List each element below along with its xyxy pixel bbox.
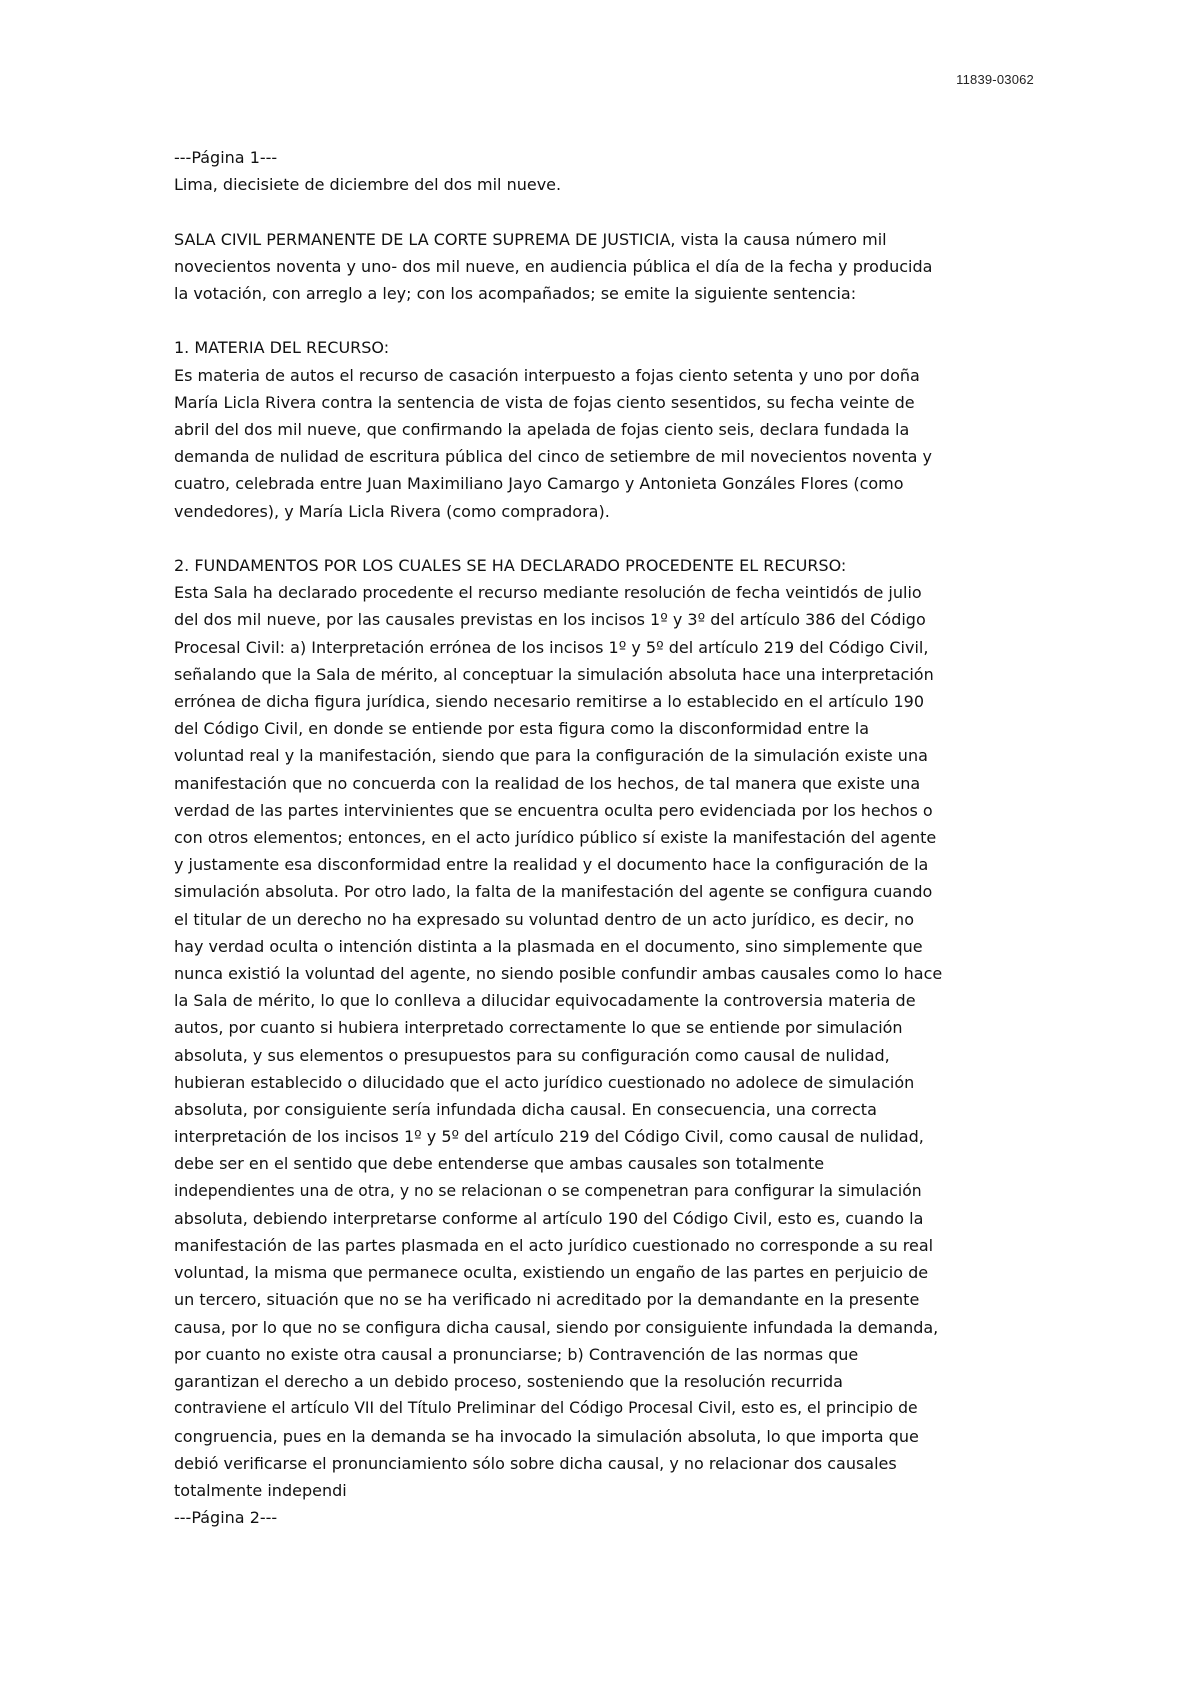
section-line: con otros elementos; entonces, en el acto jurídico público sí existe la manifestación del agente	[174, 828, 937, 848]
section-line: el titular de un derecho no ha expresado su voluntad dentro de un acto jurídico, es decir, no	[174, 909, 914, 929]
paragraph-spacer	[174, 525, 1044, 552]
section-line: manifestación que no concuerda con la realidad de los hechos, de tal manera que existe una	[174, 773, 921, 793]
section-line: Procesal Civil: a) Interpretación errónea de los incisos 1º y 5º del artículo 219 del Código Civil,	[174, 637, 929, 657]
section-line: totalmente independi	[174, 1480, 347, 1500]
section-line: demanda de nulidad de escritura pública del cinco de setiembre de mil novecientos noventa y	[174, 447, 932, 467]
section-line: del Código Civil, en donde se entiende por esta figura como la disconformidad entre la	[174, 719, 870, 739]
section-line: simulación absoluta. Por otro lado, la falta de la manifestación del agente se configura cuando	[174, 882, 933, 902]
section-heading: 2. FUNDAMENTOS POR LOS CUALES SE HA DECLARADO PROCEDENTE EL RECURSO:	[174, 556, 847, 575]
section-line: debió verificarse el pronunciamiento sólo sobre dicha causal, y no relacionar dos causales	[174, 1453, 897, 1473]
section-fundamentos	[174, 552, 1044, 1504]
section-line: absoluta, debiendo interpretarse conforme al artículo 190 del Código Civil, esto es, cuando la	[174, 1208, 924, 1228]
section-line: autos, por cuanto si hubiera interpretado correctamente lo que se entiende por simulación	[174, 1018, 903, 1038]
paragraph-spacer	[174, 198, 1044, 225]
section-line: por cuanto no existe otra causal a pronunciarse; b) Contravención de las normas que	[174, 1344, 859, 1364]
section-line: verdad de las partes intervinientes que se encuentra oculta pero evidenciada por los hechos o	[174, 800, 933, 820]
section-line: señalando que la Sala de mérito, al conceptuar la simulación absoluta hace una interpretación	[174, 664, 934, 684]
section-line: garantizan el derecho a un debido proceso, sosteniendo que la resolución recurrida	[174, 1372, 843, 1392]
date-line: Lima, diecisiete de diciembre del dos mil nueve.	[174, 175, 562, 195]
section-materia-del-recurso	[174, 334, 1044, 524]
section-line: nunca existió la voluntad del agente, no siendo posible confundir ambas causales como lo hace	[174, 964, 943, 984]
section-line: voluntad real y la manifestación, siendo que para la configuración de la simulación existe una	[174, 746, 928, 766]
section-line: un tercero, situación que no se ha verificado ni acreditado por la demandante en la presente	[174, 1290, 920, 1310]
section-line: congruencia, pues en la demanda se ha invocado la simulación absoluta, lo que importa que	[174, 1426, 919, 1446]
section-line: hay verdad oculta o intención distinta a la plasmada en el documento, sino simplemente que	[174, 936, 923, 956]
section-line: voluntad, la misma que permanece oculta, existiendo un engaño de las partes en perjuicio de	[174, 1263, 929, 1283]
section-line: vendedores), y María Licla Rivera (como compradora).	[174, 501, 610, 521]
section-line: debe ser en el sentido que debe entenderse que ambas causales son totalmente	[174, 1154, 825, 1174]
intro-line: la votación, con arreglo a ley; con los acompañados; se emite la siguiente sentencia:	[174, 284, 857, 303]
section-line: causa, por lo que no se configura dicha causal, siendo por consiguiente infundada la demanda,	[174, 1317, 939, 1337]
document-body	[174, 144, 1044, 1531]
section-line: Es materia de autos el recurso de casación interpuesto a fojas ciento setenta y uno por doña	[174, 365, 920, 385]
section-line: contraviene el artículo VII del Título Preliminar del Código Procesal Civil, esto es, el principio de	[174, 1399, 918, 1418]
section-line: del dos mil nueve, por las causales previstas en los incisos 1º y 3º del artículo 386 del Código	[174, 610, 926, 630]
intro-line: novecientos noventa y uno- dos mil nueve, en audiencia pública el día de la fecha y producida	[174, 256, 933, 276]
paragraph-spacer	[174, 307, 1044, 334]
page-marker-end: ---Página 2---	[174, 1508, 278, 1528]
section-line: manifestación de las partes plasmada en el acto jurídico cuestionado no corresponde a su real	[174, 1236, 934, 1256]
section-line: la Sala de mérito, lo que lo conlleva a dilucidar equivocadamente la controversia materia de	[174, 991, 916, 1011]
section-line: cuatro, celebrada entre Juan Maximiliano Jayo Camargo y Antonieta Gonzáles Flores (como	[174, 474, 904, 494]
section-line: errónea de dicha figura jurídica, siendo necesario remitirse a lo establecido en el artículo 190	[174, 692, 925, 712]
section-line: hubieran establecido o dilucidado que el acto jurídico cuestionado no adolece de simulación	[174, 1072, 915, 1092]
section-line: absoluta, por consiguiente sería infundada dicha causal. En consecuencia, una correcta	[174, 1100, 877, 1120]
section-line: interpretación de los incisos 1º y 5º del artículo 219 del Código Civil, como causal de nulidad,	[174, 1127, 924, 1147]
section-line: María Licla Rivera contra la sentencia de vista de fojas ciento sesentidos, su fecha veinte de	[174, 392, 915, 412]
section-heading: 1. MATERIA DEL RECURSO:	[174, 338, 390, 358]
intro-line: SALA CIVIL PERMANENTE DE LA CORTE SUPREMA DE JUSTICIA, vista la causa número mil	[174, 229, 887, 249]
section-line: y justamente esa disconformidad entre la realidad y el documento hace la configuración de la	[174, 855, 929, 875]
section-line: absoluta, y sus elementos o presupuestos para su configuración como causal de nulidad,	[174, 1045, 890, 1065]
document-reference-number: 11839-03062	[956, 72, 1034, 87]
section-line: Esta Sala ha declarado procedente el recurso mediante resolución de fecha veintidós de julio	[174, 583, 922, 603]
page-marker-start: ---Página 1---	[174, 148, 278, 167]
section-line: abril del dos mil nueve, que confirmando la apelada de fojas ciento seis, declara fundada la	[174, 420, 910, 439]
intro-paragraph	[174, 226, 1044, 308]
section-line: independientes una de otra, y no se relacionan o se compenetran para configurar la simulación	[174, 1181, 922, 1200]
